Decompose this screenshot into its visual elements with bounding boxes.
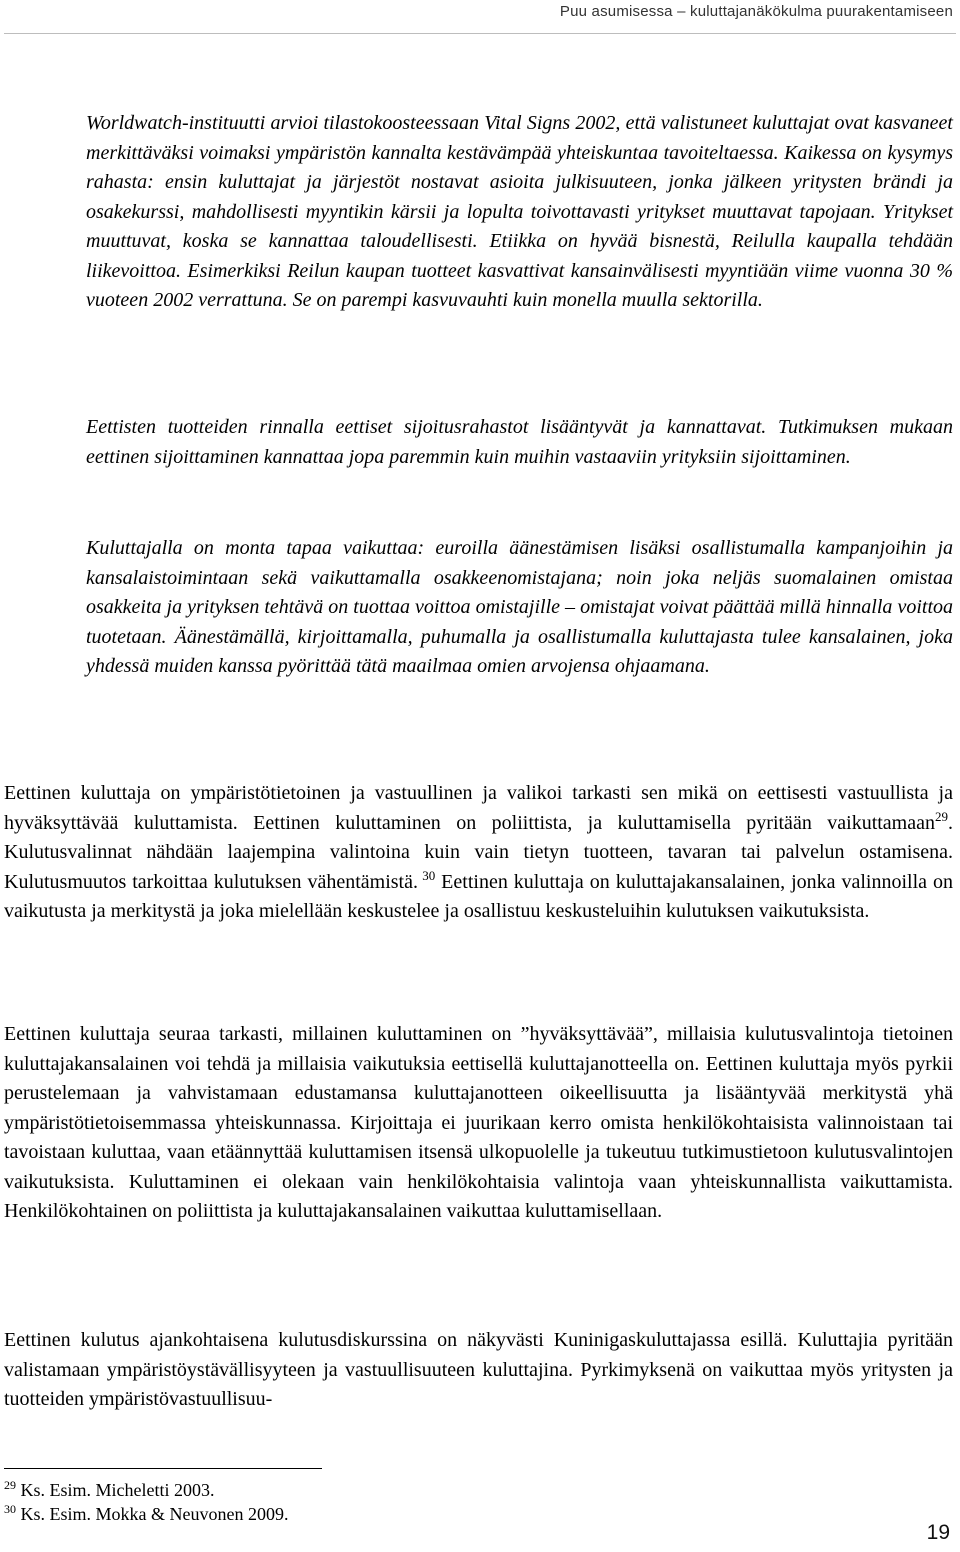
header-divider <box>4 33 956 34</box>
body-paragraph-1-text-a: Eettinen kuluttaja on ympäristötietoinen ja vastuullinen ja valikoi tarkasti sen mikä on eettisesti vastuullista ja hyväksyttävää kuluttamista. Eettinen kuluttaminen on poliittista, ja kuluttamisella pyritään vaikuttamaan <box>4 782 953 834</box>
footnote-number: 30 <box>4 1502 16 1516</box>
quote-paragraph-1: Worldwatch-instituutti arvioi tilastokoosteessaan Vital Signs 2002, että valistuneet kuluttajat ovat kasvaneet merkittäväksi voimaksi ympäristön kannalta kestävämpää yhteiskuntaa tavoiteltaessa. Kaikessa on kysymys rahasta: ensin kuluttajat ja järjestöt nostavat asioita julkisuuteen, jonka jälkeen yritysten brändi ja osakekurssi, mahdollisesti myyntikin kärsii ja lopulta toivottavasti yritykset muuttavat tapojaan. Yritykset muuttuvat, koska se kannattaa taloudellisesti. Etiikka on hyvää bisnestä, Reilulla kaupalla tehdään liikevoittoa. Esimerkiksi Reilun kaupan tuotteet kasvattivat kansainvälisesti myyntiään viime vuonna 30 % vuoteen 2002 verrattuna. Se on parempi kasvuvauhti kuin monella muulla sektorilla. <box>86 112 953 311</box>
page-number: 19 <box>926 1521 950 1544</box>
quote-paragraph-3: Kuluttajalla on monta tapaa vaikuttaa: euroilla äänestämisen lisäksi osallistumalla kampanjoihin ja kansalaistoimintaan sekä vaikuttamalla osakkeenomistajana; noin joka neljäs suomalainen omistaa osakkeita ja yrityksen tehtävä on tuottaa voittoa omistajille – omistajat voivat päättää millä hinnalla voittoa tuotetaan. Äänestämällä, kirjoittamalla, puhumalla ja osallistumalla kuluttajasta tulee kansalainen, joka yhdessä muiden kanssa pyörittää tätä maailmaa omien arvojensa ohjaamana. <box>86 537 953 677</box>
footnote-29 <box>4 1478 904 1502</box>
body-paragraph-1-text-c: Eettinen kuluttaja on kuluttajakansalainen, jonka valinnoilla on vaikutusta ja merkitystä ja joka mielellään keskustelee ja osallistuu keskusteluihin kulutuksen vaikutuksista. <box>4 870 954 922</box>
footnote-ref-30[interactable]: 30 <box>417 867 436 883</box>
body-paragraph-1 <box>4 779 953 927</box>
running-header: Puu asumisessa – kuluttajanäkökulma puurakentamiseen <box>559 3 953 20</box>
body-paragraph-2: Eettinen kuluttaja seuraa tarkasti, millainen kuluttaminen on ”hyväksyttävää”, millaisia kulutusvalintoja tietoinen kuluttajakansalainen voi tehdä ja millaisia vaikutuksia eettisellä kuluttajanotteella on. Eettinen kuluttaja myös pyrkii perustelemaan ja vahvistamaan edustamansa kuluttajanotteen oikeellisuutta ja lisääntyvää merkitystä yhä ympäristötietoisemmassa yhteiskunnassa. Kirjoittaja ei juurikaan kerro omista henkilökohtaisista valinnoistaan tai tavoistaan kuluttaa, vaan etäännyttää kuluttamisen itsensä ulkopuolelle ja tukeutuu tutkimustietoon kulutusvalintojen vaikutuksista. Kuluttaminen ei olekaan vain henkilökohtaisia valintoja vaan yhteiskunnallista vaikuttamista. Henkilökohtainen on poliittista ja kuluttajakansalainen vaikuttaa kuluttamisellaan. <box>4 1023 953 1222</box>
body-paragraph-3: Eettinen kulutus ajankohtaisena kulutusdiskurssina on näkyvästi Kuninigaskuluttajassa esillä. Kuluttajia pyritään valistamaan ympäristöystävällisyyteen ja vastuullisuuteen kuluttajina. Pyrkimyksenä on vaikuttaa myös yritysten ja tuotteiden ympäristövastuullisuu- <box>4 1329 953 1410</box>
footnotes <box>4 1478 904 1526</box>
footnote-30 <box>4 1502 904 1526</box>
quote-paragraph-2: Eettisten tuotteiden rinnalla eettiset sijoitusrahastot lisääntyvät ja kannattavat. Tutkimuksen mukaan eettinen sijoittaminen kannattaa jopa paremmin kuin muihin vastaaviin yrityksiin sijoittaminen. <box>86 416 953 468</box>
footnote-separator <box>4 1468 322 1469</box>
footnote-number: 29 <box>4 1478 16 1492</box>
footnote-text: Ks. Esim. Micheletti 2003. <box>16 1480 215 1500</box>
body-paragraph-1-text-b: . Kulutusvalinnat nähdään laajempina valintoina kuin vain tietyn tuotteen, tavaran tai palvelun ostamisena. Kulutusmuutos tarkoittaa kulutuksen vähentämistä. <box>4 811 953 893</box>
footnote-ref-29[interactable]: 29 <box>935 808 948 824</box>
footnote-text: Ks. Esim. Mokka & Neuvonen 2009. <box>16 1504 289 1524</box>
